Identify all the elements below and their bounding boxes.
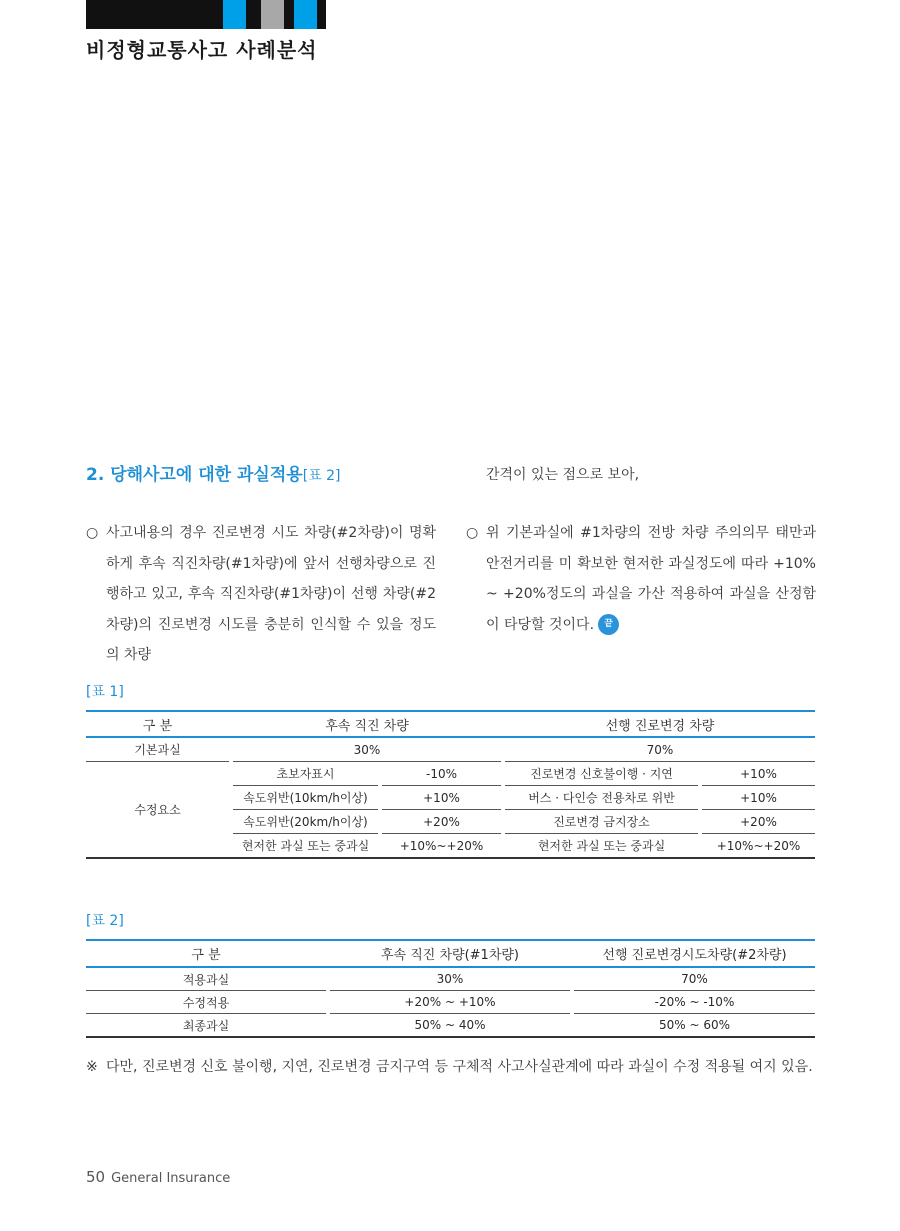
table1-lead-item: 버스 · 다인승 전용차로 위반 (505, 786, 698, 810)
table2-header-lead: 선행 진로변경시도차량(#2차량) (574, 939, 815, 968)
table1-follow-item: 초보자표시 (233, 762, 378, 786)
publication-name: General Insurance (111, 1171, 231, 1186)
table2-header-category: 구 분 (86, 939, 326, 968)
bullet-paragraph (86, 518, 436, 671)
header-stripe-bar (86, 0, 326, 29)
stripe-black (284, 0, 294, 29)
table1-lead-item: 현저한 과실 또는 중과실 (505, 834, 698, 859)
table1-lead-item: 진로변경 신호불이행 · 지연 (505, 762, 698, 786)
table2-follow-value: +20% ~ +10% (330, 991, 570, 1014)
body-right-continuation: 간격이 있는 점으로 보아, (486, 467, 640, 483)
table1-modifier-label: 수정요소 (86, 762, 229, 859)
body-left-column (86, 518, 436, 671)
table1 (86, 710, 815, 859)
table2-label: [표 2] (86, 913, 124, 929)
table2-header-follow: 후속 직진 차량(#1차량) (330, 939, 570, 968)
table1-lead-value: +10% (702, 762, 815, 786)
footnote (86, 1052, 815, 1082)
table1-follow-item: 속도위반(10km/h이상) (233, 786, 378, 810)
section-title (86, 460, 341, 485)
bullet-paragraph (466, 518, 816, 640)
table1-label: [표 1] (86, 684, 124, 700)
table1-header-category: 구 분 (86, 710, 229, 738)
table1-lead-value: +10%~+20% (702, 834, 815, 859)
table1-header-follow: 후속 직진 차량 (233, 710, 501, 738)
stripe-black (246, 0, 261, 29)
table2-lead-value: 70% (574, 968, 815, 991)
table1-follow-item: 현저한 과실 또는 중과실 (233, 834, 378, 859)
circle-bullet-icon: ○ (86, 525, 99, 541)
table2-row-label: 최종과실 (86, 1014, 326, 1038)
table1-follow-value: -10% (382, 762, 501, 786)
left-bullet-text: 사고내용의 경우 진로변경 시도 차량(#2차량)이 명확하게 후속 직진차량(#1차량)에 앞서 선행차량으로 진행하고 있고, 후속 직진차량(#1차량)이 선행 차량(#2차량)의 진로변경 시도를 충분히 인식할 수 있을 정도의 차량 (106, 525, 436, 663)
table-row (86, 968, 815, 991)
page-footer (86, 1168, 230, 1186)
table2-follow-value: 50% ~ 40% (330, 1014, 570, 1038)
table1-follow-value: +10% (382, 786, 501, 810)
table2-follow-value: 30% (330, 968, 570, 991)
stripe-gray (261, 0, 284, 29)
circle-bullet-icon: ○ (466, 525, 479, 541)
table2 (86, 939, 815, 1038)
page-number: 50 (86, 1168, 106, 1186)
table-row (86, 762, 815, 786)
table1-lead-item: 진로변경 금지장소 (505, 810, 698, 834)
right-bullet-text: 위 기본과실에 #1차량의 전방 차량 주의의무 태만과 안전거리를 미 확보한 현저한 과실정도에 따라 +10% ~ +20%정도의 과실을 가산 적용하여 과실을 산정함이 타당할 것이다. (486, 525, 816, 633)
end-seal-icon: 끝 (598, 614, 619, 635)
table1-follow-value: +20% (382, 810, 501, 834)
table-row (86, 1014, 815, 1038)
table1-base-row (86, 738, 815, 762)
table1-base-lead: 70% (505, 738, 815, 762)
reference-mark-icon: ※ (86, 1059, 98, 1075)
table2-lead-value: 50% ~ 60% (574, 1014, 815, 1038)
table1-base-follow: 30% (233, 738, 501, 762)
section-title-tag: [표 2] (302, 468, 341, 484)
table1-lead-value: +20% (702, 810, 815, 834)
table1-header-row (86, 710, 815, 738)
stripe-black (86, 0, 223, 29)
footnote-text: 다만, 진로변경 신호 불이행, 지연, 진로변경 금지구역 등 구체적 사고사실관계에 따라 과실이 수정 적용될 여지 있음. (106, 1059, 813, 1075)
stripe-cyan (294, 0, 317, 29)
table1-follow-value: +10%~+20% (382, 834, 501, 859)
section-title-text: 2. 당해사고에 대한 과실적용 (86, 465, 303, 485)
table1-header-lead: 선행 진로변경 차량 (505, 710, 815, 738)
table1-lead-value: +10% (702, 786, 815, 810)
table-row (86, 991, 815, 1014)
stripe-black (317, 0, 326, 29)
stripe-cyan (223, 0, 246, 29)
running-header-title: 비정형교통사고 사례분석 (86, 38, 318, 62)
table2-row-label: 적용과실 (86, 968, 326, 991)
table2-header-row (86, 939, 815, 968)
table1-follow-item: 속도위반(20km/h이상) (233, 810, 378, 834)
right-bullet-container (486, 518, 816, 640)
table2-lead-value: -20% ~ -10% (574, 991, 815, 1014)
table2-row-label: 수정적용 (86, 991, 326, 1014)
table1-base-label: 기본과실 (86, 738, 229, 762)
body-right-column (466, 518, 816, 640)
